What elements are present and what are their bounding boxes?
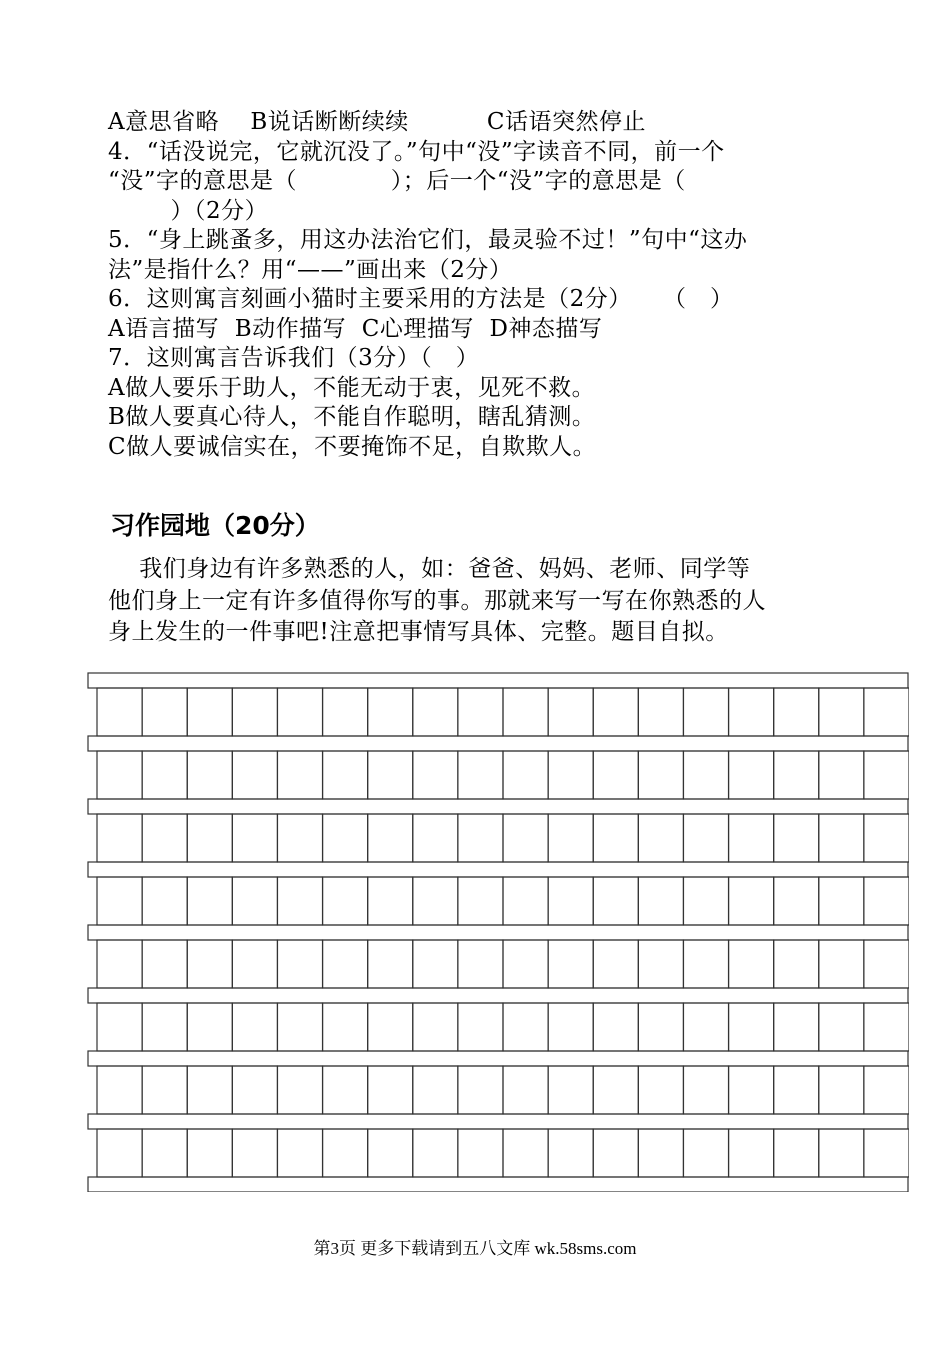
grid-cell[interactable] [864,1066,909,1114]
question-4-line-3: ）（2分） [108,197,269,224]
grid-cell[interactable] [729,1129,774,1177]
grid-cell[interactable] [593,688,638,736]
grid-cell[interactable] [819,1129,864,1177]
grid-cell[interactable] [458,1129,503,1177]
composition-title: 习作园地（20分） [110,511,320,540]
grid-cell[interactable] [458,1066,503,1114]
grid-cell[interactable] [232,940,277,988]
grid-cell[interactable] [593,1066,638,1114]
grid-cell[interactable] [548,1129,593,1177]
grid-cell[interactable] [503,1066,548,1114]
grid-cell[interactable] [683,1066,728,1114]
grid-cell[interactable] [458,877,503,925]
grid-cell[interactable] [413,877,458,925]
grid-cell[interactable] [683,688,728,736]
grid-cell[interactable] [232,814,277,862]
grid-cell[interactable] [323,1003,368,1051]
grid-cell[interactable] [774,940,819,988]
grid-cell[interactable] [638,940,683,988]
grid-cell[interactable] [729,877,774,925]
grid-cell[interactable] [548,814,593,862]
grid-cell[interactable] [277,1066,322,1114]
grid-separator-band [88,1051,908,1066]
grid-cell[interactable] [683,1129,728,1177]
option-line-q3: A意思省略 B说话断断续续 C话语突然停止 [108,109,646,135]
grid-cell[interactable] [97,751,142,799]
grid-cell[interactable] [593,940,638,988]
grid-cell[interactable] [774,814,819,862]
grid-cell[interactable] [323,1129,368,1177]
grid-cell[interactable] [368,877,413,925]
grid-cell[interactable] [232,1003,277,1051]
grid-separator-band [88,988,908,1003]
grid-cell[interactable] [97,814,142,862]
grid-cell[interactable] [548,940,593,988]
grid-cell[interactable] [368,1129,413,1177]
questions-section [108,108,878,462]
grid-cell[interactable] [683,877,728,925]
grid-cell[interactable] [323,751,368,799]
grid-cell[interactable] [323,877,368,925]
grid-cell[interactable] [593,877,638,925]
grid-cell[interactable] [683,751,728,799]
grid-cell[interactable] [864,940,909,988]
grid-cell[interactable] [819,1066,864,1114]
prompt-line: 我们身边有许多熟悉的人，如：爸爸、妈妈、老师、同学等 [108,556,751,582]
grid-cell[interactable] [413,814,458,862]
grid-cell[interactable] [458,751,503,799]
grid-cell[interactable] [368,688,413,736]
grid-cell[interactable] [142,1003,187,1051]
grid-cell[interactable] [277,814,322,862]
grid-cell[interactable] [864,877,909,925]
writing-grid-svg[interactable] [87,672,909,1192]
grid-cell[interactable] [368,814,413,862]
grid-cell[interactable] [277,1003,322,1051]
grid-cell[interactable] [638,688,683,736]
grid-cell[interactable] [774,877,819,925]
grid-separator-band [88,925,908,940]
grid-cell[interactable] [232,877,277,925]
grid-cell[interactable] [548,1066,593,1114]
grid-cell[interactable] [368,1003,413,1051]
grid-cell[interactable] [232,688,277,736]
grid-cell[interactable] [142,814,187,862]
grid-cell[interactable] [458,940,503,988]
grid-separator-band [88,736,908,751]
question-6-options: A语言描写 B动作描写 C心理描写 D神态描写 [108,315,603,342]
grid-cell[interactable] [503,751,548,799]
grid-cell[interactable] [593,1129,638,1177]
grid-cell[interactable] [458,1003,503,1051]
grid-cell[interactable] [187,1129,232,1177]
question-7: 7．这则寓言告诉我们（3分）（ ） [108,345,480,371]
grid-cell[interactable] [413,688,458,736]
question-5-line-1: 5．“身上跳蚤多，用这办法治它们，最灵验不过！”句中“这办 [108,227,748,253]
grid-cell[interactable] [683,814,728,862]
grid-cell[interactable] [548,751,593,799]
grid-cell[interactable] [503,1129,548,1177]
grid-cell[interactable] [638,877,683,925]
grid-separator-band [88,673,908,688]
grid-cell[interactable] [142,688,187,736]
grid-cell[interactable] [97,1003,142,1051]
grid-cell[interactable] [323,940,368,988]
grid-cell[interactable] [323,1066,368,1114]
grid-cell[interactable] [187,1066,232,1114]
grid-cell[interactable] [142,877,187,925]
grid-cell[interactable] [774,1129,819,1177]
question-6: 6．这则寓言刻画小猫时主要采用的方法是（2分） （ ） [108,286,734,312]
grid-cell[interactable] [97,1066,142,1114]
grid-cell[interactable] [277,877,322,925]
grid-cell[interactable] [729,1003,774,1051]
grid-cell[interactable] [187,1003,232,1051]
grid-cell[interactable] [819,877,864,925]
grid-cell[interactable] [232,1129,277,1177]
grid-cell[interactable] [503,1003,548,1051]
question-7-option-b: B做人要真心待人，不能自作聪明，瞎乱猜测。 [108,404,596,430]
grid-cell[interactable] [593,1003,638,1051]
grid-cell[interactable] [187,940,232,988]
grid-cell[interactable] [187,751,232,799]
grid-cell[interactable] [548,877,593,925]
question-5-line-2: 法”是指什么？用“——”画出来（2分） [108,256,513,283]
grid-cell[interactable] [503,940,548,988]
grid-separator-band [88,1114,908,1129]
grid-cell[interactable] [187,688,232,736]
grid-cell[interactable] [683,1003,728,1051]
grid-cell[interactable] [323,814,368,862]
grid-cell[interactable] [774,688,819,736]
grid-cell[interactable] [638,814,683,862]
grid-cell[interactable] [232,751,277,799]
grid-cell[interactable] [864,1003,909,1051]
grid-cell[interactable] [593,814,638,862]
grid-separator-band [88,799,908,814]
grid-cell[interactable] [142,940,187,988]
grid-cell[interactable] [97,688,142,736]
grid-cell[interactable] [413,1003,458,1051]
grid-cell[interactable] [729,940,774,988]
grid-cell[interactable] [413,751,458,799]
grid-cell[interactable] [458,688,503,736]
grid-cell[interactable] [548,688,593,736]
grid-cell[interactable] [97,877,142,925]
grid-cell[interactable] [729,751,774,799]
grid-cell[interactable] [232,1066,277,1114]
grid-cell[interactable] [729,688,774,736]
grid-cell[interactable] [593,751,638,799]
grid-cell[interactable] [774,1066,819,1114]
grid-cell[interactable] [277,751,322,799]
grid-cell[interactable] [864,814,909,862]
grid-cell[interactable] [819,751,864,799]
question-7-option-c: C做人要诚信实在，不要掩饰不足，自欺欺人。 [108,433,597,460]
grid-cell[interactable] [277,940,322,988]
grid-cell[interactable] [97,1129,142,1177]
grid-cell[interactable] [774,751,819,799]
grid-cell[interactable] [187,814,232,862]
prompt-line: 身上发生的一件事吧!注意把事情写具体、完整。题目自拟。 [108,619,729,645]
grid-cell[interactable] [277,1129,322,1177]
grid-cell[interactable] [368,751,413,799]
grid-cell[interactable] [774,1003,819,1051]
grid-cell[interactable] [368,940,413,988]
grid-cell[interactable] [142,751,187,799]
grid-cell[interactable] [819,940,864,988]
grid-separator-band [88,1177,908,1192]
prompt-line: 他们身上一定有许多值得你写的事。那就来写一写在你熟悉的人 [108,587,766,614]
grid-cell[interactable] [413,1066,458,1114]
grid-cell[interactable] [142,1066,187,1114]
grid-cell[interactable] [819,688,864,736]
grid-cell[interactable] [729,814,774,862]
grid-cell[interactable] [683,940,728,988]
page-footer: 第3页 更多下载请到五八文库 wk.58sms.com [313,1239,637,1258]
grid-cell[interactable] [638,1129,683,1177]
grid-cell[interactable] [819,1003,864,1051]
grid-cell[interactable] [413,1129,458,1177]
grid-cell[interactable] [638,751,683,799]
grid-cell[interactable] [638,1066,683,1114]
grid-cell[interactable] [503,877,548,925]
grid-cell[interactable] [864,688,909,736]
writing-grid[interactable] [87,672,909,1192]
grid-cell[interactable] [503,814,548,862]
grid-cell[interactable] [729,1066,774,1114]
question-4-line-2: “没”字的意思是（ ）；后一个“没”字的意思是（ [108,168,686,194]
grid-cell[interactable] [187,877,232,925]
grid-cell[interactable] [638,1003,683,1051]
grid-cell[interactable] [277,688,322,736]
grid-cell[interactable] [142,1129,187,1177]
grid-cell[interactable] [503,688,548,736]
grid-cell[interactable] [97,940,142,988]
question-4-line-1: 4．“话没说完，它就沉没了。”句中“没”字读音不同，前一个 [108,138,725,165]
grid-cell[interactable] [819,814,864,862]
grid-cell[interactable] [864,1129,909,1177]
grid-cell[interactable] [548,1003,593,1051]
grid-cell[interactable] [323,688,368,736]
grid-cell[interactable] [368,1066,413,1114]
grid-separator-band [88,862,908,877]
question-7-option-a: A做人要乐于助人，不能无动于衷，见死不救。 [108,374,596,401]
grid-cell[interactable] [458,814,503,862]
composition-prompt [108,554,878,649]
grid-cell[interactable] [413,940,458,988]
grid-cell[interactable] [864,751,909,799]
